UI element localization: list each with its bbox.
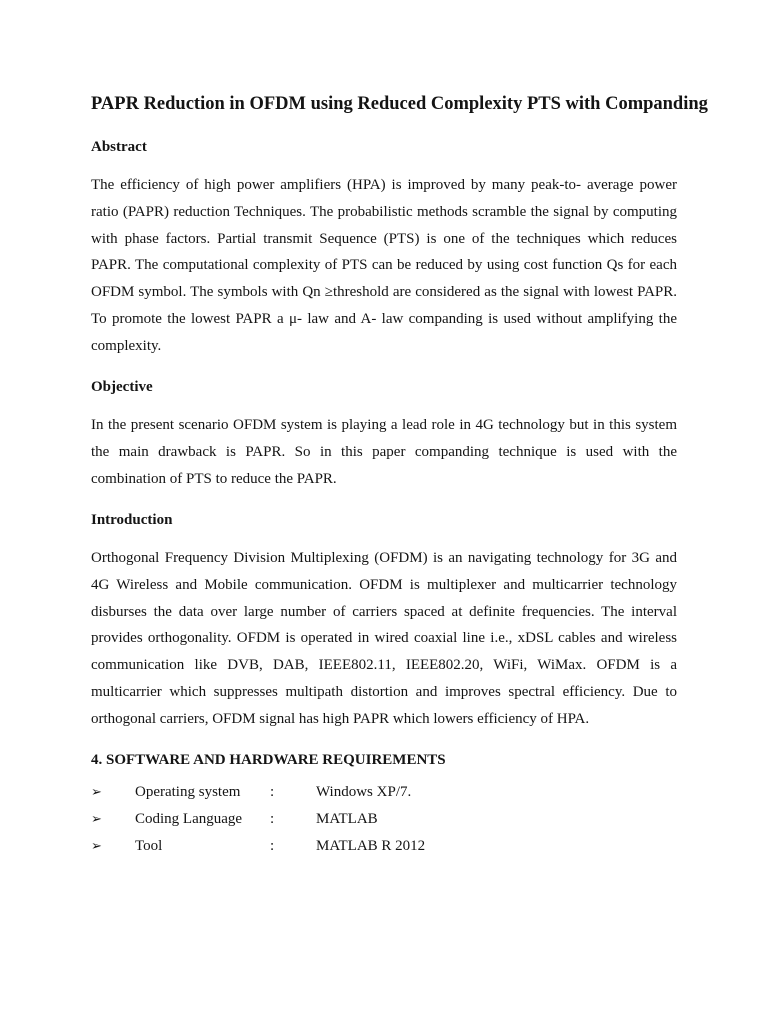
paragraph-line: disburses the data over large number of carriers spaced at definite frequencies. The interval	[91, 603, 677, 620]
paragraph-line: The efficiency of high power amplifiers (HPA) is improved by many peak-to- average power	[91, 177, 677, 193]
paragraph-line: communication like DVB, DAB, IEEE802.11, IEEE802.20, WiFi, WiMax. OFDM is a	[91, 657, 677, 674]
requirement-separator: :	[270, 838, 275, 854]
paragraph-line: combination of PTS to reduce the PAPR.	[91, 470, 337, 487]
paragraph-line: To promote the lowest PAPR a μ- law and A- law companding is used without amplifying the	[91, 310, 677, 327]
document-title: PAPR Reduction in OFDM using Reduced Complexity PTS with Companding	[91, 94, 708, 114]
requirement-value: MATLAB R 2012	[316, 838, 426, 854]
requirement-label: Operating system	[135, 784, 241, 800]
paragraph-line: with phase factors. Partial transmit Sequence (PTS) is one of the techniques which reduces	[91, 230, 677, 247]
requirement-row	[91, 781, 591, 808]
paragraph-line: PAPR. The computational complexity of PTS can be reduced by using cost function Qs for each	[91, 257, 677, 274]
paragraph-line: 4G Wireless and Mobile communication. OFDM is multiplexer and multicarrier technology	[91, 576, 677, 593]
requirement-value: Windows XP/7.	[316, 784, 412, 800]
objective-heading: Objective	[91, 379, 153, 395]
abstract-paragraph	[91, 172, 677, 360]
requirements-list	[91, 781, 591, 862]
arrow-bullet-icon: ➢	[91, 784, 102, 799]
introduction-paragraph	[91, 545, 677, 733]
paragraph-line: Orthogonal Frequency Division Multiplexing (OFDM) is an navigating technology for 3G and	[91, 550, 677, 566]
paragraph-line: In the present scenario OFDM system is playing a lead role in 4G technology but in this system	[91, 417, 677, 433]
requirement-separator: :	[270, 784, 275, 800]
requirement-value: MATLAB	[316, 811, 378, 827]
paragraph-line: OFDM symbol. The symbols with Qn ≥threshold are considered as the signal with lowest PAPR.	[91, 284, 677, 301]
arrow-bullet-icon: ➢	[91, 838, 102, 853]
paragraph-line: multicarrier which suppresses multipath distortion and improves spectral efficiency. Due to	[91, 683, 677, 700]
objective-paragraph	[91, 412, 677, 492]
paragraph-line: ratio (PAPR) reduction Techniques. The probabilistic methods scramble the signal by computing	[91, 203, 677, 220]
requirement-label: Tool	[135, 838, 163, 854]
paragraph-line: provides orthogonality. OFDM is operated in wired coaxial line i.e., xDSL cables and wireless	[91, 630, 677, 647]
requirement-row	[91, 808, 591, 835]
abstract-heading: Abstract	[91, 139, 147, 155]
introduction-heading: Introduction	[91, 512, 173, 528]
paragraph-line: complexity.	[91, 337, 162, 354]
requirement-label: Coding Language	[135, 811, 243, 827]
arrow-bullet-icon: ➢	[91, 811, 102, 826]
requirement-separator: :	[270, 811, 275, 827]
paragraph-line: orthogonal carriers, OFDM signal has high PAPR which lowers efficiency of HPA.	[91, 710, 590, 727]
requirements-heading: 4. SOFTWARE AND HARDWARE REQUIREMENTS	[91, 752, 446, 768]
requirement-row	[91, 835, 591, 862]
paragraph-line: the main drawback is PAPR. So in this paper companding technique is used with the	[91, 443, 677, 460]
